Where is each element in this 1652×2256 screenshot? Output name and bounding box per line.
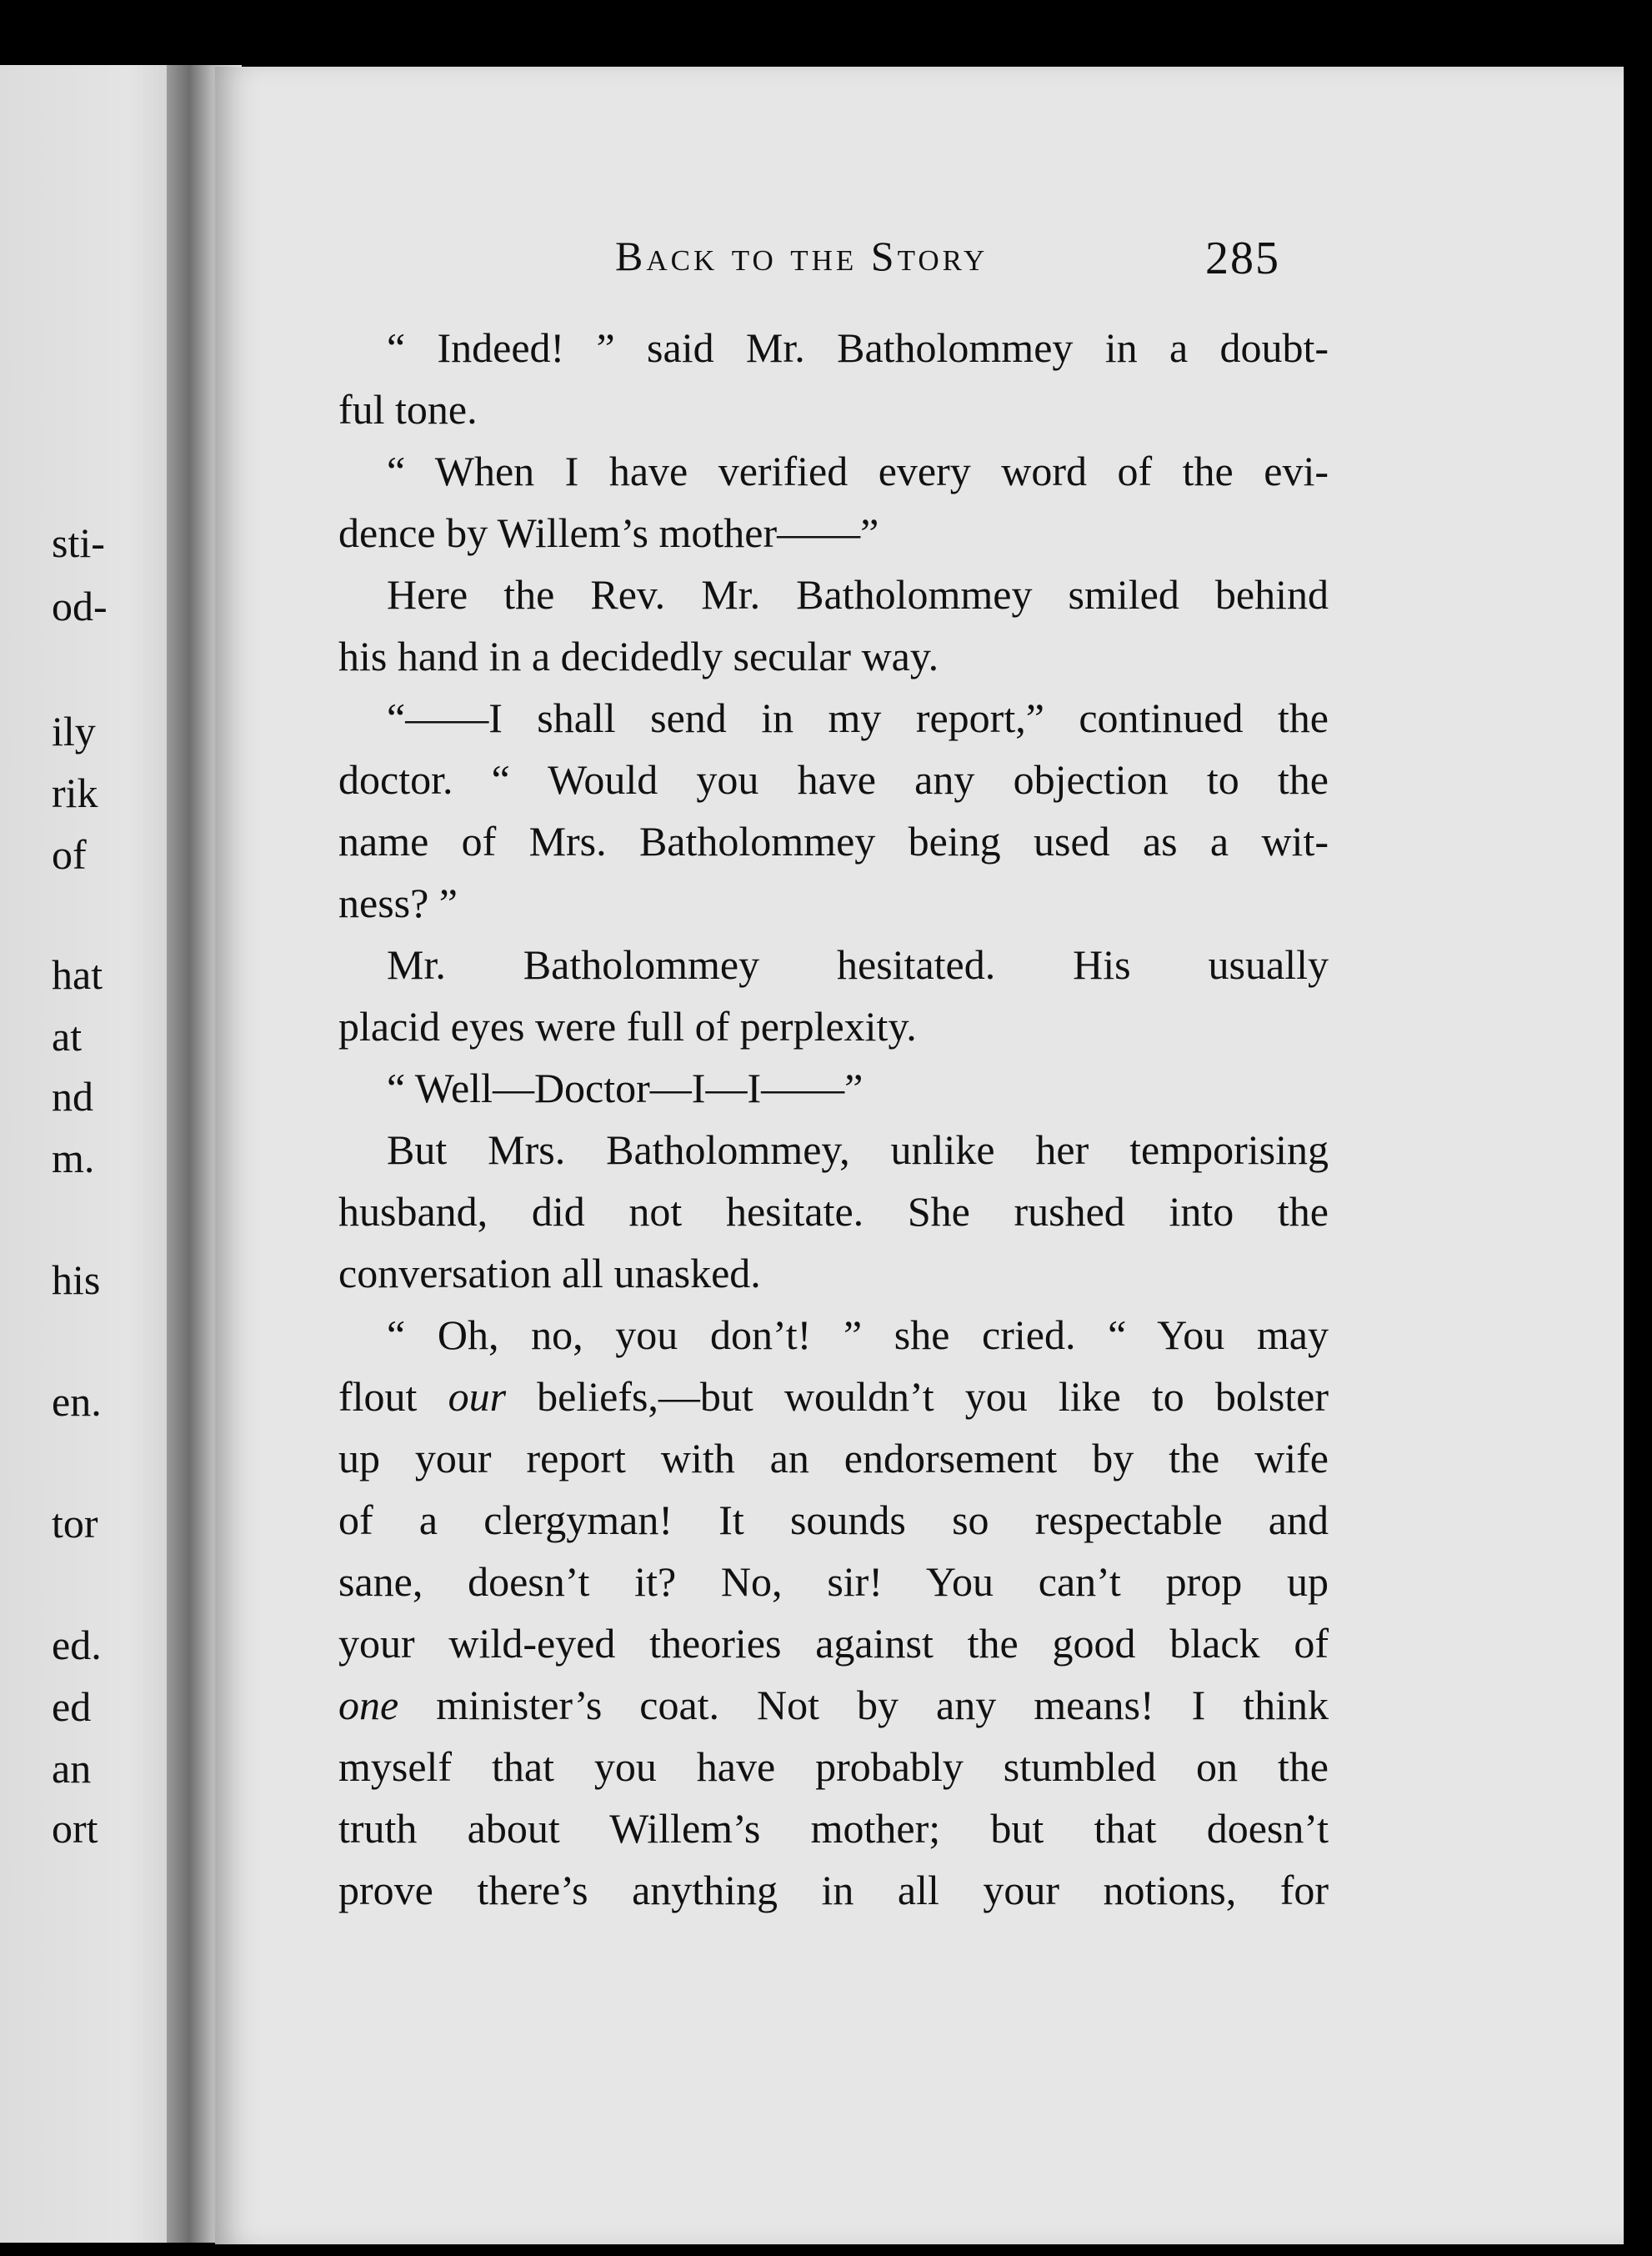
text-line: husband, did not hesitate. She rushed into the	[338, 1188, 1329, 1235]
text-line: prove there’s anything in all your notions, for	[338, 1867, 1329, 1913]
text-line: conversation all unasked.	[338, 1250, 761, 1296]
left-fragment: ed.	[52, 1622, 102, 1668]
text-line-mixed	[338, 1366, 1329, 1427]
text-line: ness? ”	[338, 880, 458, 926]
text-line: ful tone.	[338, 386, 478, 433]
body-text	[338, 317, 1329, 1921]
left-fragment: of	[52, 831, 87, 878]
text-line: up your report with an endorsement by the wife	[338, 1435, 1329, 1481]
text-line: truth about Willem’s mother; but that doesn’t	[338, 1805, 1329, 1852]
text-line: dence by Willem’s mother——”	[338, 509, 879, 556]
text-line: name of Mrs. Batholommey being used as a wit-	[338, 818, 1329, 865]
text-line: But Mrs. Batholommey, unlike her temporising	[387, 1126, 1329, 1173]
text-line: his hand in a decidedly secular way.	[338, 633, 939, 679]
text-line: your wild-eyed theories against the good black of	[338, 1620, 1329, 1667]
text-line: Mr. Batholommey hesitated. His usually	[387, 941, 1329, 988]
left-fragment: sti-	[52, 519, 105, 566]
left-fragment: tor	[52, 1500, 98, 1547]
left-fragment: his	[52, 1256, 101, 1303]
text-run: flout	[338, 1373, 418, 1420]
text-line: “——I shall send in my report,” continued the	[387, 694, 1329, 741]
left-fragment: m.	[52, 1135, 95, 1181]
header-title: Back to the Story	[615, 233, 989, 279]
text-line: doctor. “ Would you have any objection to the	[338, 756, 1329, 803]
left-page	[0, 65, 185, 2243]
text-line: sane, doesn’t it? No, sir! You can’t prop up	[338, 1558, 1329, 1605]
left-fragment: an	[52, 1745, 92, 1792]
text-line: “ Indeed! ” said Mr. Batholommey in a doubt-	[387, 324, 1329, 371]
left-fragment: nd	[52, 1073, 93, 1120]
right-page	[215, 67, 1624, 2244]
text-line: “ Oh, no, you don’t! ” she cried. “ You may	[387, 1311, 1329, 1358]
left-fragment: hat	[52, 951, 103, 998]
left-fragment: en.	[52, 1378, 102, 1425]
italic-word: our	[448, 1373, 507, 1420]
left-fragment: ort	[52, 1805, 98, 1852]
text-run: minister’s coat. Not by any means! I think	[436, 1682, 1329, 1728]
left-fragment: ily	[52, 708, 96, 755]
text-line: placid eyes were full of perplexity.	[338, 1003, 917, 1050]
page-number: 285	[1205, 233, 1280, 284]
text-run: beliefs,—but wouldn’t you like to bolster	[537, 1373, 1329, 1420]
text-line: Here the Rev. Mr. Batholommey smiled behind	[387, 571, 1329, 618]
left-fragment: at	[52, 1013, 83, 1060]
left-fragment: rik	[52, 770, 98, 816]
text-line: “ Well—Doctor—I—I——”	[387, 1065, 864, 1111]
italic-word: one	[338, 1682, 399, 1728]
text-line: “ When I have verified every word of the evi-	[387, 448, 1329, 494]
text-line-mixed	[338, 1674, 1329, 1736]
text-line: of a clergyman! It sounds so respectable and	[338, 1496, 1329, 1543]
left-fragment: od-	[52, 583, 108, 629]
left-page-text-fragments	[0, 65, 185, 2243]
left-fragment: ed	[52, 1683, 92, 1730]
text-line: myself that you have probably stumbled on the	[338, 1743, 1329, 1790]
